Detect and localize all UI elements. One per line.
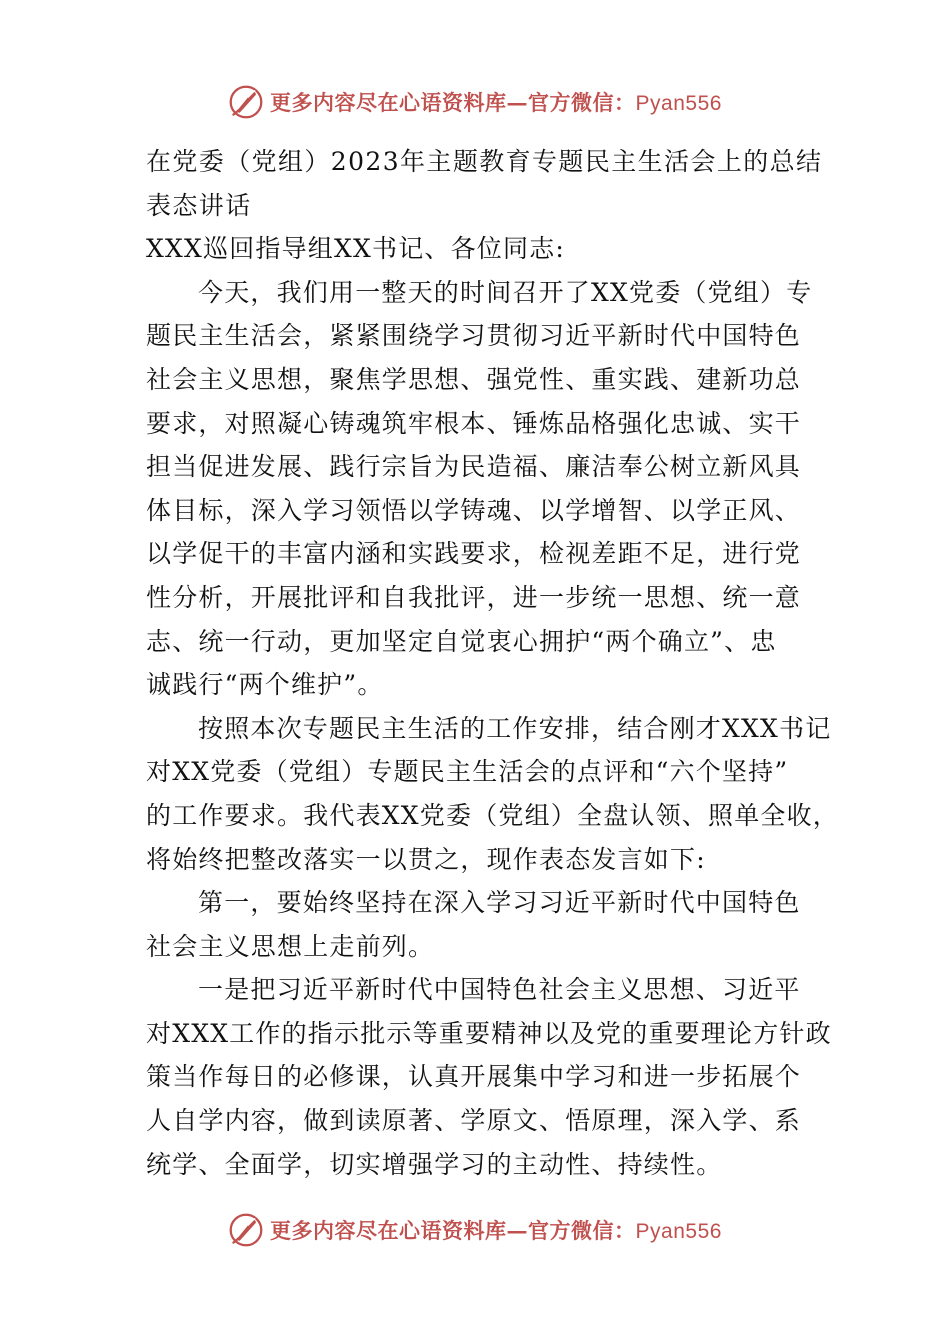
banner-site-text: 更多内容尽在心语资料库 [270,1218,507,1243]
banner-wechat-handle: Pyan556 [635,1220,722,1243]
paragraph-line: 一是把习近平新时代中国特色社会主义思想、习近平 [198,975,801,1005]
header-banner [0,80,950,124]
paragraph-2 [146,707,839,881]
paragraph-line: 按照本次专题民主生活的工作安排，结合刚才XXX书记 [198,713,832,743]
paragraph-line: 统学、全面学，切实增强学习的主动性、持续性。 [146,1149,723,1179]
paragraph-line: 对XXX工作的指示批示等重要精神以及党的重要理论方针政 [146,1018,832,1048]
paragraph-line: 题民主生活会，紧紧围绕学习贯彻习近平新时代中国特色 [146,321,802,351]
salutation: XXX巡回指导组XX书记、各位同志: [146,234,566,264]
quill-pen-icon [228,84,264,120]
paragraph-3 [146,881,808,968]
paragraph-line: 第一，要始终坚持在深入学习习近平新时代中国特色 [198,888,801,918]
title-line: 表态讲话 [146,190,252,220]
paragraph-line: 策当作每日的必修课，认真开展集中学习和进一步拓展个 [146,1062,802,1092]
paragraph-line: 诚践行“两个维护”。 [146,670,384,700]
banner-text [270,87,722,117]
paragraph-line: 将始终把整改落实一以贯之，现作表态发言如下: [146,844,706,874]
paragraph-line: 今天，我们用一整天的时间召开了XX党委（党组）专 [198,277,813,307]
banner-site-text: 更多内容尽在心语资料库 [270,90,507,115]
paragraph-line: 志、统一行动，更加坚定自觉衷心拥护“两个确立”、忠 [146,626,777,656]
quill-pen-icon [228,1212,264,1248]
paragraph-line: 要求，对照凝心铸魂筑牢根本、锤炼品格强化忠诚、实干 [146,408,802,438]
banner-wechat-label: 官方微信： [528,90,636,115]
banner-wechat-label: 官方微信： [528,1218,636,1243]
paragraph-line: 担当促进发展、践行宗旨为民造福、廉洁奉公树立新风具 [146,452,802,482]
paragraph-line: 以学促干的丰富内涵和实践要求，检视差距不足，进行党 [146,539,802,569]
paragraph-line: 社会主义思想上走前列。 [146,931,435,961]
paragraph-line: 性分析，开展批评和自我批评，进一步统一思想、统一意 [146,582,802,612]
banner-separator: — [506,90,529,115]
paragraph-line: 体目标，深入学习领悟以学铸魂、以学增智、以学正风、 [146,495,802,525]
paragraph-line: 社会主义思想，聚焦学思想、强党性、重实践、建新功总 [146,364,802,394]
document-body [146,140,839,1186]
banner-wechat-handle: Pyan556 [635,92,722,115]
document-title [146,140,823,227]
paragraph-line: 对XX党委（党组）专题民主生活会的点评和“六个坚持” [146,757,789,787]
paragraph-4 [146,968,832,1186]
banner-separator: — [506,1218,529,1243]
paragraph-line: 人自学内容，做到读原著、学原文、悟原理，深入学、系 [146,1106,802,1136]
paragraph-1 [146,271,813,707]
banner-text [270,1215,722,1245]
footer-banner [0,1208,950,1252]
paragraph-line: 的工作要求。我代表XX党委（党组）全盘认领、照单全收， [146,800,839,830]
title-line: 在党委（党组）2023年主题教育专题民主生活会上的总结 [146,147,823,176]
